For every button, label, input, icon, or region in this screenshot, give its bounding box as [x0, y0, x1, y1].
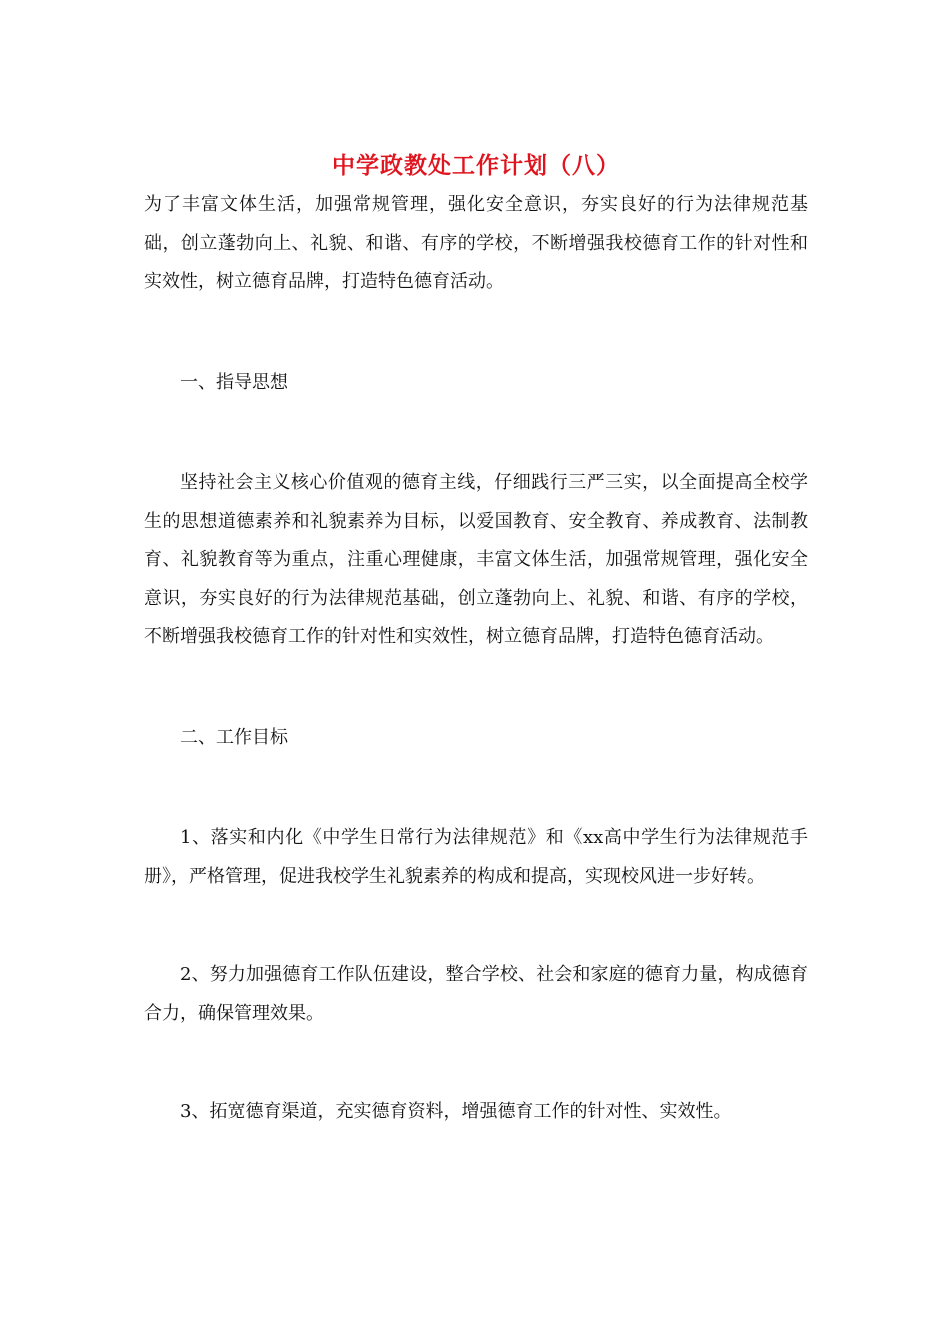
intro-paragraph: 为了丰富文体生活，加强常规管理，强化安全意识，夯实良好的行为法律规范基础，创立蓬勃向上、礼貌、和谐、有序的学校，不断增强我校德育工作的针对性和实效性，树立德育品牌，打造特色德育活动。 — [144, 194, 808, 292]
goal-item-2: 2、努力加强德育工作队伍建设，整合学校、社会和家庭的德育力量，构成德育合力，确保管理效果。 — [144, 964, 808, 1024]
document-page — [144, 146, 808, 1132]
spacer — [144, 896, 808, 956]
spacer — [144, 657, 808, 719]
section-body-guiding-ideology: 坚持社会主义核心价值观的德育主线，仔细践行三严三实，以全面提高全校学生的思想道德素养和礼貌素养为目标，以爱国教育、安全教育、养成教育、法制教育、礼貌教育等为重点，注重心理健康，丰富文体生活，加强常规管理，强化安全意识，夯实良好的行为法律规范基础，创立蓬勃向上、礼貌、和谐、有序的学校，不断增强我校德育工作的针对性和实效性，树立德育品牌，打造特色德育活动。 — [144, 472, 808, 647]
section-heading-guiding-ideology: 一、指导思想 — [180, 371, 288, 393]
spacer — [144, 302, 808, 364]
spacer — [144, 1033, 808, 1093]
section-heading-work-goals: 二、工作目标 — [180, 726, 288, 748]
document-title: 中学政教处工作计划（八） — [332, 152, 620, 179]
spacer — [144, 757, 808, 819]
goal-item-3: 3、拓宽德育渠道，充实德育资料，增强德育工作的针对性、实效性。 — [180, 1101, 732, 1122]
goal-item-1: 1、落实和内化《中学生日常行为法律规范》和《xx高中学生行为法律规范手册》，严格管理，促进我校学生礼貌素养的构成和提高，实现校风进一步好转。 — [144, 827, 808, 887]
spacer — [144, 402, 808, 464]
